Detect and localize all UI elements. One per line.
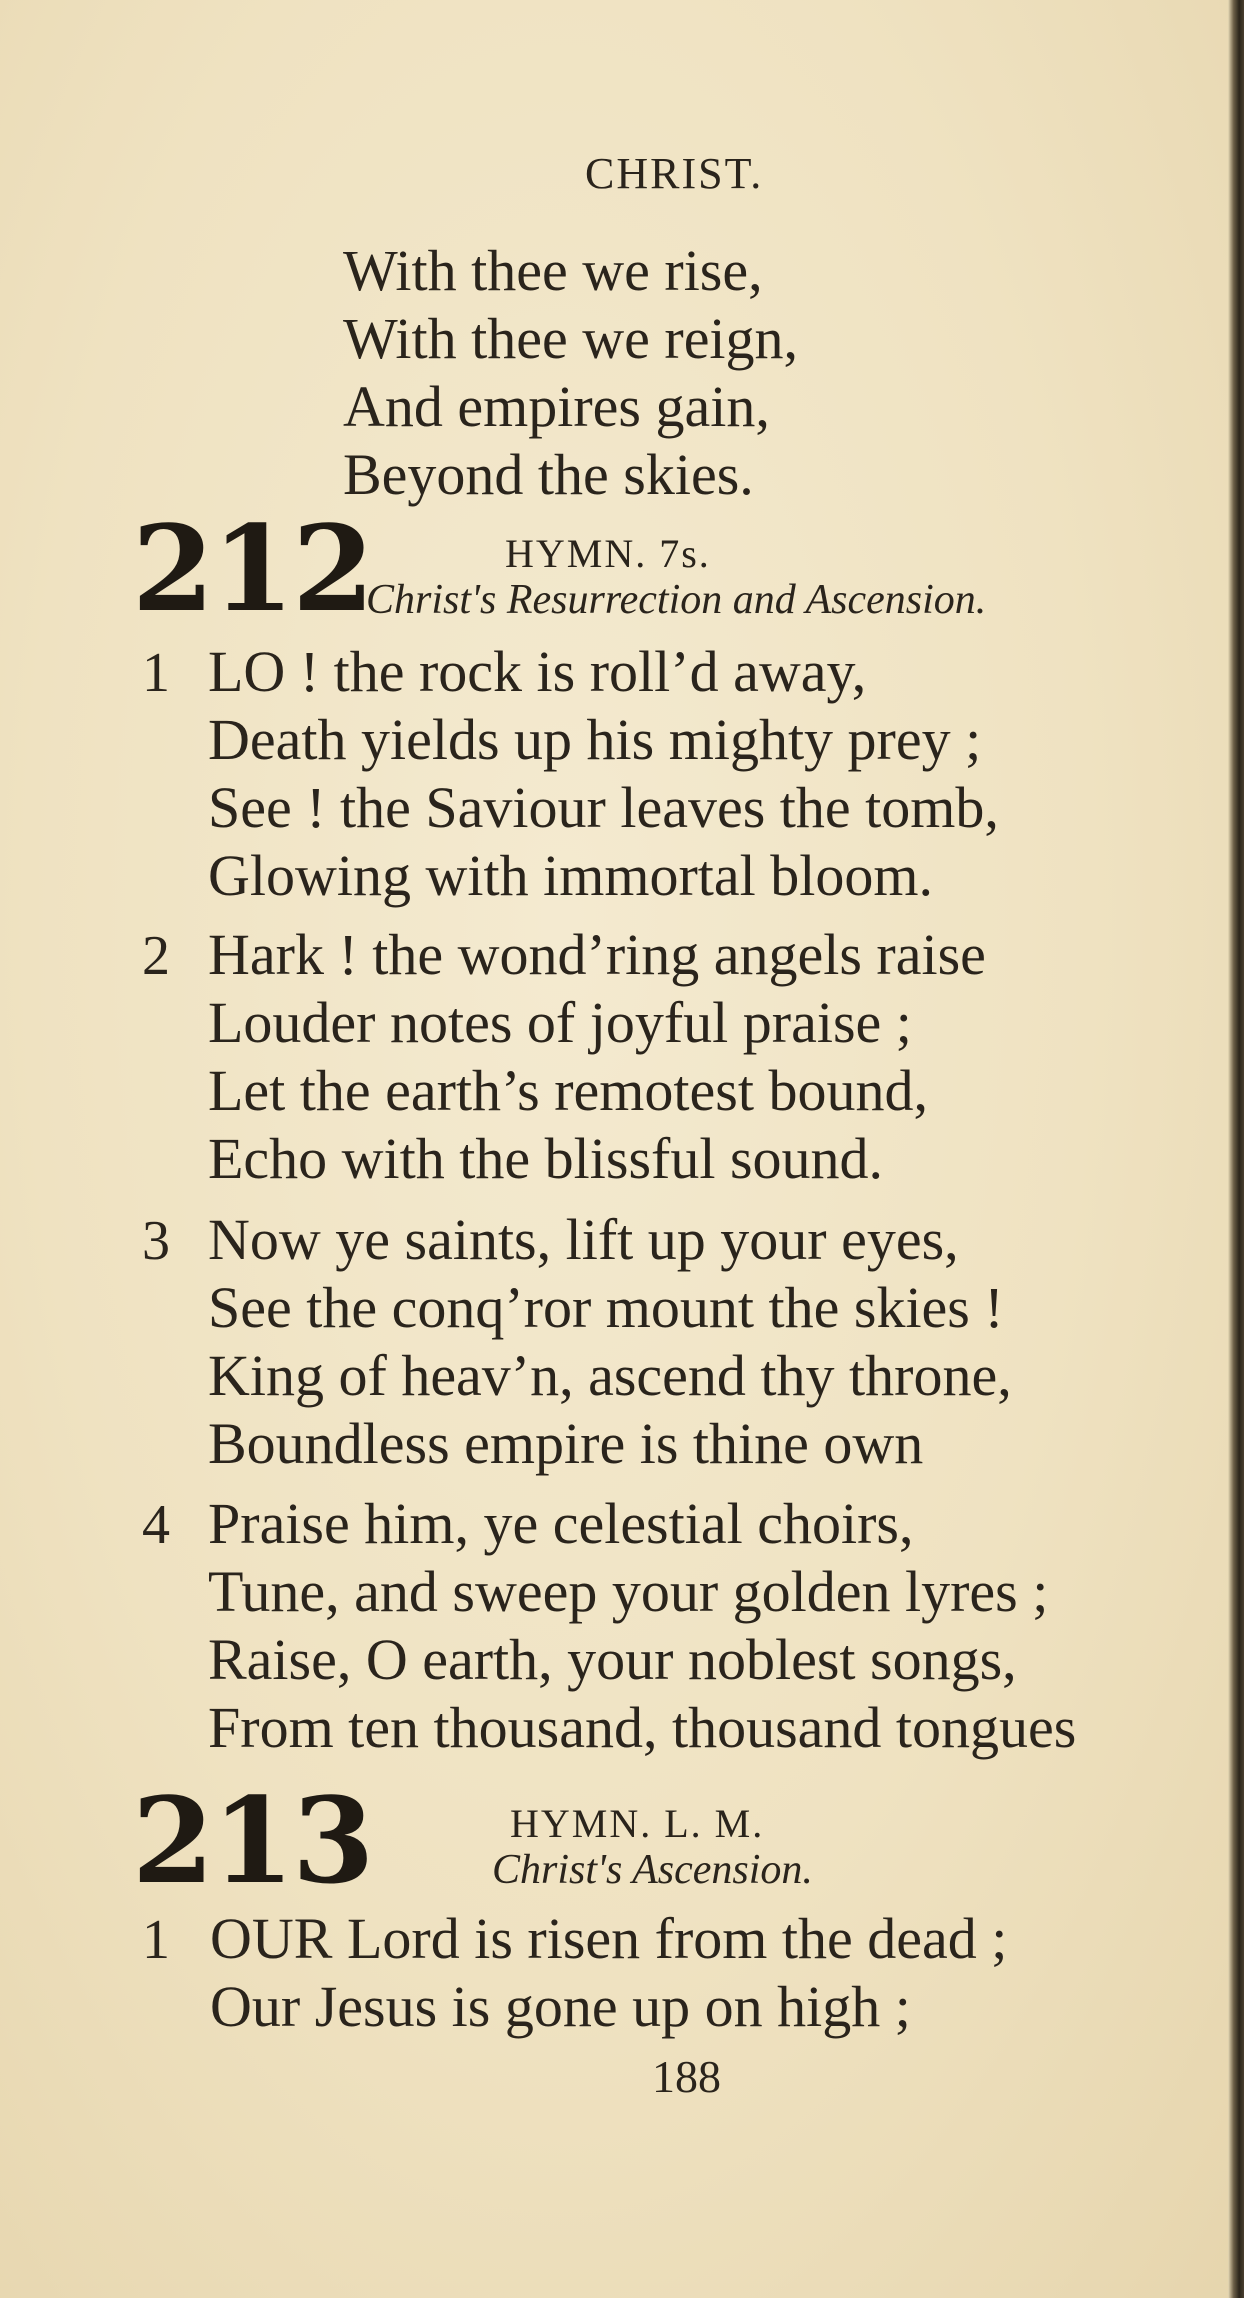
opening-line: And empires gain, bbox=[343, 374, 770, 439]
hymn-subtitle: Christ's Resurrection and Ascension. bbox=[366, 577, 987, 623]
verse-number: 2 bbox=[142, 925, 170, 987]
verse-line: See ! the Saviour leaves the tomb, bbox=[208, 775, 999, 840]
verse-line: Our Jesus is gone up on high ; bbox=[210, 1974, 911, 2039]
verse-number: 1 bbox=[142, 1909, 170, 1971]
verse-number: 4 bbox=[142, 1494, 170, 1556]
hymn-meter: HYMN. 7s. bbox=[505, 531, 711, 576]
verse-line: See the conq’ror mount the skies ! bbox=[208, 1275, 1004, 1340]
verse-line: Death yields up his mighty prey ; bbox=[208, 707, 982, 772]
verse-line: Praise him, ye celestial choirs, bbox=[208, 1491, 914, 1556]
verse-line: Louder notes of joyful praise ; bbox=[208, 990, 912, 1055]
hymn-number: 212 bbox=[132, 499, 373, 638]
verse-line: Hark ! the wond’ring angels raise bbox=[208, 922, 986, 987]
page-number: 188 bbox=[652, 2051, 721, 2102]
running-head: CHRIST. bbox=[585, 149, 764, 198]
verse-number: 3 bbox=[142, 1210, 170, 1272]
verse-line: Echo with the blissful sound. bbox=[208, 1126, 884, 1191]
verse-line: Now ye saints, lift up your eyes, bbox=[208, 1207, 959, 1272]
verse-line: From ten thousand, thousand tongues bbox=[208, 1695, 1077, 1760]
book-spine-edge bbox=[1228, 0, 1244, 2298]
verse-line: Glowing with immortal bloom. bbox=[208, 843, 933, 908]
verse-line: Let the earth’s remotest bound, bbox=[208, 1058, 928, 1123]
hymn-subtitle: Christ's Ascension. bbox=[492, 1847, 813, 1893]
opening-line: Beyond the skies. bbox=[343, 442, 754, 507]
hymn-number: 213 bbox=[132, 1771, 373, 1910]
verse-line: Boundless empire is thine own bbox=[208, 1411, 924, 1476]
opening-line: With thee we rise, bbox=[343, 238, 763, 303]
verse-line: King of heav’n, ascend thy throne, bbox=[208, 1343, 1012, 1408]
verse-line: OUR Lord is risen from the dead ; bbox=[210, 1906, 1008, 1971]
hymn-meter: HYMN. L. M. bbox=[510, 1801, 765, 1846]
opening-line: With thee we reign, bbox=[343, 306, 799, 371]
verse-number: 1 bbox=[142, 642, 170, 704]
verse-line: Tune, and sweep your golden lyres ; bbox=[208, 1559, 1049, 1624]
verse-line: Raise, O earth, your noblest songs, bbox=[208, 1627, 1017, 1692]
verse-line: LO ! the rock is roll’d away, bbox=[208, 639, 867, 704]
